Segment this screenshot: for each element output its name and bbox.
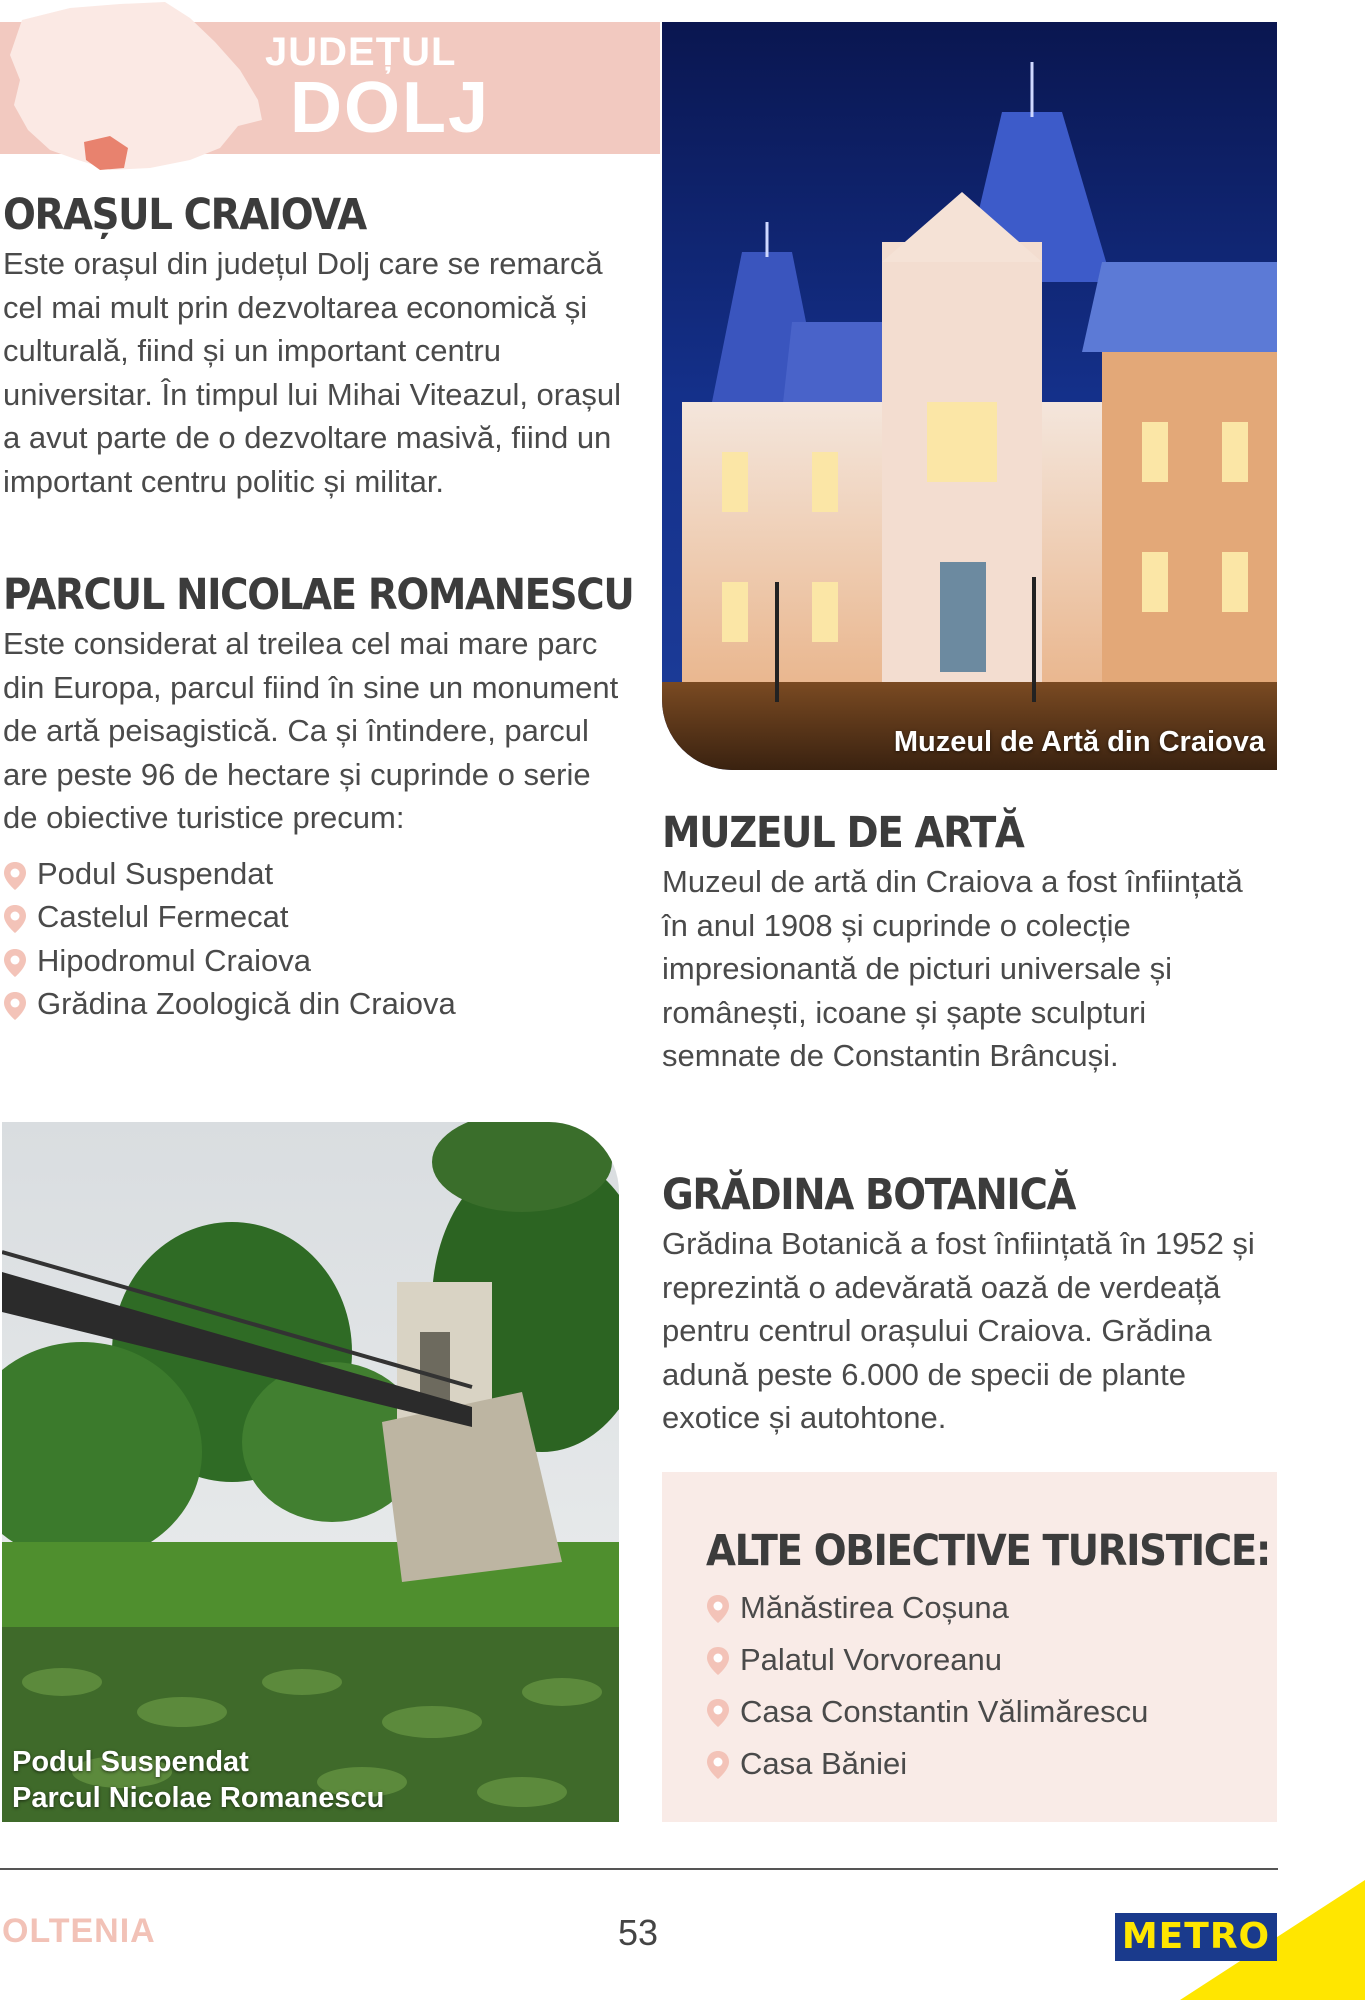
list-item: Castelul Fermecat [3, 895, 623, 939]
other-attractions-list [706, 1582, 1277, 1790]
section-title: PARCUL NICOLAE ROMANESCU [3, 570, 634, 620]
caption-line: Parcul Nicolae Romanescu [12, 1782, 385, 1814]
section-park [3, 570, 634, 1026]
caption-line: Podul Suspendat [12, 1746, 249, 1778]
section-title: ORAȘUL CRAIOVA [3, 190, 366, 240]
section-text: Grădina Botanică a fost înființată în 1952 și reprezintă o adevărată oază de verdeață pentru centrul orașului Craiova. Grădina adună peste 6.000 de specii de plante exotice și autohtone. [662, 1226, 1255, 1435]
footer-divider [0, 1868, 1278, 1870]
location-pin-icon [3, 904, 27, 934]
section-museum [662, 808, 1302, 1078]
list-item: Grădina Zoologică din Craiova [3, 982, 623, 1026]
county-label: JUDEȚUL [265, 30, 457, 74]
museum-building-image [662, 22, 1277, 770]
section-text: Muzeul de artă din Craiova a fost înființată în anul 1908 și cuprinde o colecție impresionantă de picturi universale și românești, icoane și șapte sculpturi semnate de Constantin Brâncuși. [662, 864, 1243, 1073]
list-item: Casa Băniei [706, 1738, 1277, 1790]
section-craiova [3, 190, 623, 503]
other-attractions-box [662, 1472, 1277, 1822]
county-name: DOLJ [290, 68, 491, 148]
section-title: ALTE OBIECTIVE TURISTICE: [706, 1526, 1271, 1576]
list-item: Podul Suspendat [3, 852, 623, 896]
metro-logo: METRO [1115, 1913, 1277, 1961]
section-text: Este orașul din județul Dolj care se remarcă cel mai mult prin dezvoltarea economică și culturală, fiind și un important centru universitar. În timpul lui Mihai Viteazul, orașul a avut parte de o dezvoltare masivă, fiind un important centru politic și militar. [3, 246, 621, 499]
park-attractions-list [3, 852, 623, 1026]
location-pin-icon [3, 948, 27, 978]
romania-map-icon [0, 0, 270, 175]
location-pin-icon [3, 991, 27, 1021]
park-caption [12, 1744, 384, 1816]
museum-photo [662, 22, 1277, 770]
section-title: GRĂDINA BOTANICĂ [662, 1170, 1076, 1220]
section-title: MUZEUL DE ARTĂ [662, 808, 1024, 858]
footer-region: OLTENIA [2, 1912, 156, 1950]
location-pin-icon [706, 1698, 730, 1728]
suspension-bridge-image [2, 1122, 619, 1822]
section-text: Este considerat al treilea cel mai mare parc din Europa, parcul fiind în sine un monument de artă peisagistică. Ca și întindere, parcul are peste 96 de hectare și cuprinde o serie de obiective turistice precum: [3, 626, 619, 835]
location-pin-icon [3, 861, 27, 891]
park-photo [2, 1122, 619, 1822]
list-item: Mănăstirea Coșuna [706, 1582, 1277, 1634]
museum-caption: Muzeul de Artă din Craiova [893, 726, 1265, 758]
location-pin-icon [706, 1646, 730, 1676]
page-number: 53 [618, 1912, 659, 1953]
list-item: Casa Constantin Vălimărescu [706, 1686, 1277, 1738]
list-item: Palatul Vorvoreanu [706, 1634, 1277, 1686]
location-pin-icon [706, 1750, 730, 1780]
location-pin-icon [706, 1594, 730, 1624]
section-garden [662, 1170, 1302, 1440]
list-item: Hipodromul Craiova [3, 939, 623, 983]
